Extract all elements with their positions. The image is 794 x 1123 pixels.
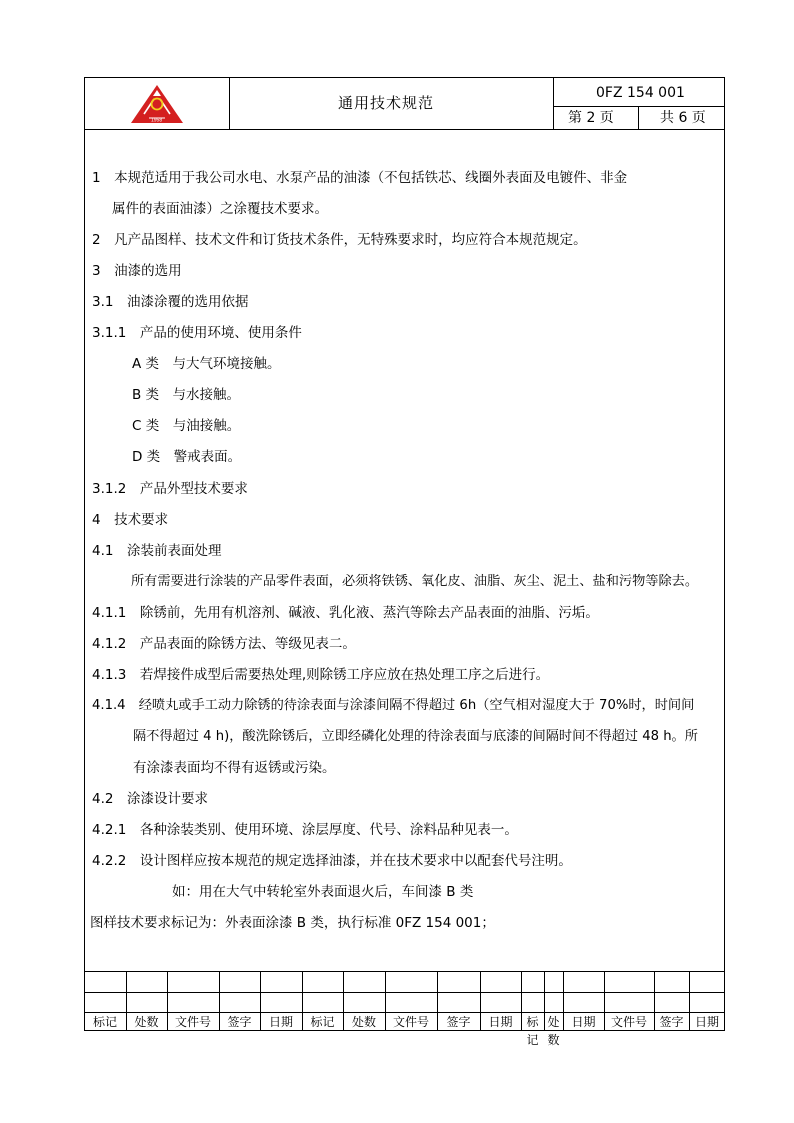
page-total: 共 6 页 [660, 110, 706, 126]
section-heading: 3 油漆的选用 [92, 263, 182, 279]
header-col-divider-1 [229, 77, 230, 129]
footer-label: 处数 [547, 1015, 560, 1047]
footer-label: 日期 [268, 1015, 293, 1029]
body-line: 所有需要进行涂装的产品零件表面，必须将铁锈、氧化皮、油脂、灰尘、泥土、盐和污物等除去。 [131, 574, 699, 589]
footer-label: 文件号 [174, 1015, 211, 1029]
page-number: 第 2 页 [568, 110, 614, 126]
footer-label: 日期 [694, 1015, 719, 1029]
body-line: 4.1.2 产品表面的除锈方法、等级见表二。 [92, 636, 356, 652]
footer-top-line [84, 971, 725, 972]
doc-code: 0FZ 154 001 [596, 85, 685, 101]
doc-title: 通用技术规范 [338, 94, 435, 112]
section-heading: 4 技术要求 [92, 512, 169, 528]
example-line: 如：用在大气中转轮室外表面退火后，车间漆 B 类 [172, 884, 474, 900]
category-item: D 类 警戒表面。 [132, 449, 242, 465]
header-col-divider-3 [638, 106, 639, 129]
footer-label: 签字 [446, 1015, 471, 1029]
footer-label: 日期 [488, 1015, 513, 1029]
section-heading: 4.2 涂漆设计要求 [92, 791, 208, 807]
footer-label: 处数 [351, 1015, 376, 1029]
section-heading: 3.1 油漆涂覆的选用依据 [92, 294, 249, 310]
body-line: 4.1.1 除锈前，先用有机溶剂、碱液、乳化液、蒸汽等除去产品表面的油脂、污垢。 [92, 605, 599, 621]
header-bottom-line [84, 129, 725, 130]
body-line: 4.1.4 经喷丸或手工动力除锈的待涂表面与涂漆间隔不得超过 6h（空气相对湿度大于 70%时，时间间 [92, 698, 695, 713]
footer-label: 签字 [227, 1015, 252, 1029]
footer-label: 文件号 [392, 1015, 429, 1029]
body-line: 4.2.1 各种涂装类别、使用环境、涂层厚度、代号、涂料品种见表一。 [92, 822, 518, 838]
footer-label: 文件号 [610, 1015, 647, 1029]
example-marking: 图样技术要求标记为：外表面涂漆 B 类，执行标准 0FZ 154 001； [90, 915, 495, 931]
body-line: 4.2.2 设计图样应按本规范的规定选择油漆，并在技术要求中以配套代号注明。 [92, 853, 572, 869]
header-col-divider-2 [553, 77, 554, 129]
company-logo [130, 84, 184, 124]
footer-label: 日期 [571, 1015, 596, 1029]
category-item: A 类 与大气环境接触。 [132, 356, 281, 372]
body-line: 1 本规范适用于我公司水电、水泵产品的油漆（不包括铁芯、线圈外表面及电镀件、非金 [92, 170, 628, 186]
body-line: 属件的表面油漆）之涂覆技术要求。 [112, 201, 328, 217]
footer-row-line [84, 992, 725, 993]
body-line: 有涂漆表面均不得有返锈或污染。 [133, 760, 336, 776]
footer-label: 签字 [659, 1015, 684, 1029]
body-line: 4.1.3 若焊接件成型后需要热处理,则除锈工序应放在热处理工序之后进行。 [92, 667, 550, 683]
footer-label: 标记 [92, 1015, 117, 1029]
body-line: 隔不得超过 4 h)，酸洗除锈后，立即经磷化处理的待涂表面与底漆的间隔时间不得超过 48 h。所 [133, 729, 698, 744]
footer-label: 标记 [526, 1015, 539, 1047]
svg-text:1958: 1958 [151, 117, 163, 124]
footer-label: 处数 [134, 1015, 159, 1029]
header-divider-right [553, 106, 725, 107]
footer-label: 标记 [310, 1015, 335, 1029]
body-line: 2 凡产品图样、技术文件和订货技术条件，无特殊要求时，均应符合本规范规定。 [92, 232, 587, 248]
category-item: B 类 与水接触。 [132, 387, 241, 403]
section-heading: 3.1.1 产品的使用环境、使用条件 [92, 325, 302, 341]
section-heading: 3.1.2 产品外型技术要求 [92, 481, 248, 497]
category-item: C 类 与油接触。 [132, 418, 241, 434]
section-heading: 4.1 涂装前表面处理 [92, 543, 222, 559]
